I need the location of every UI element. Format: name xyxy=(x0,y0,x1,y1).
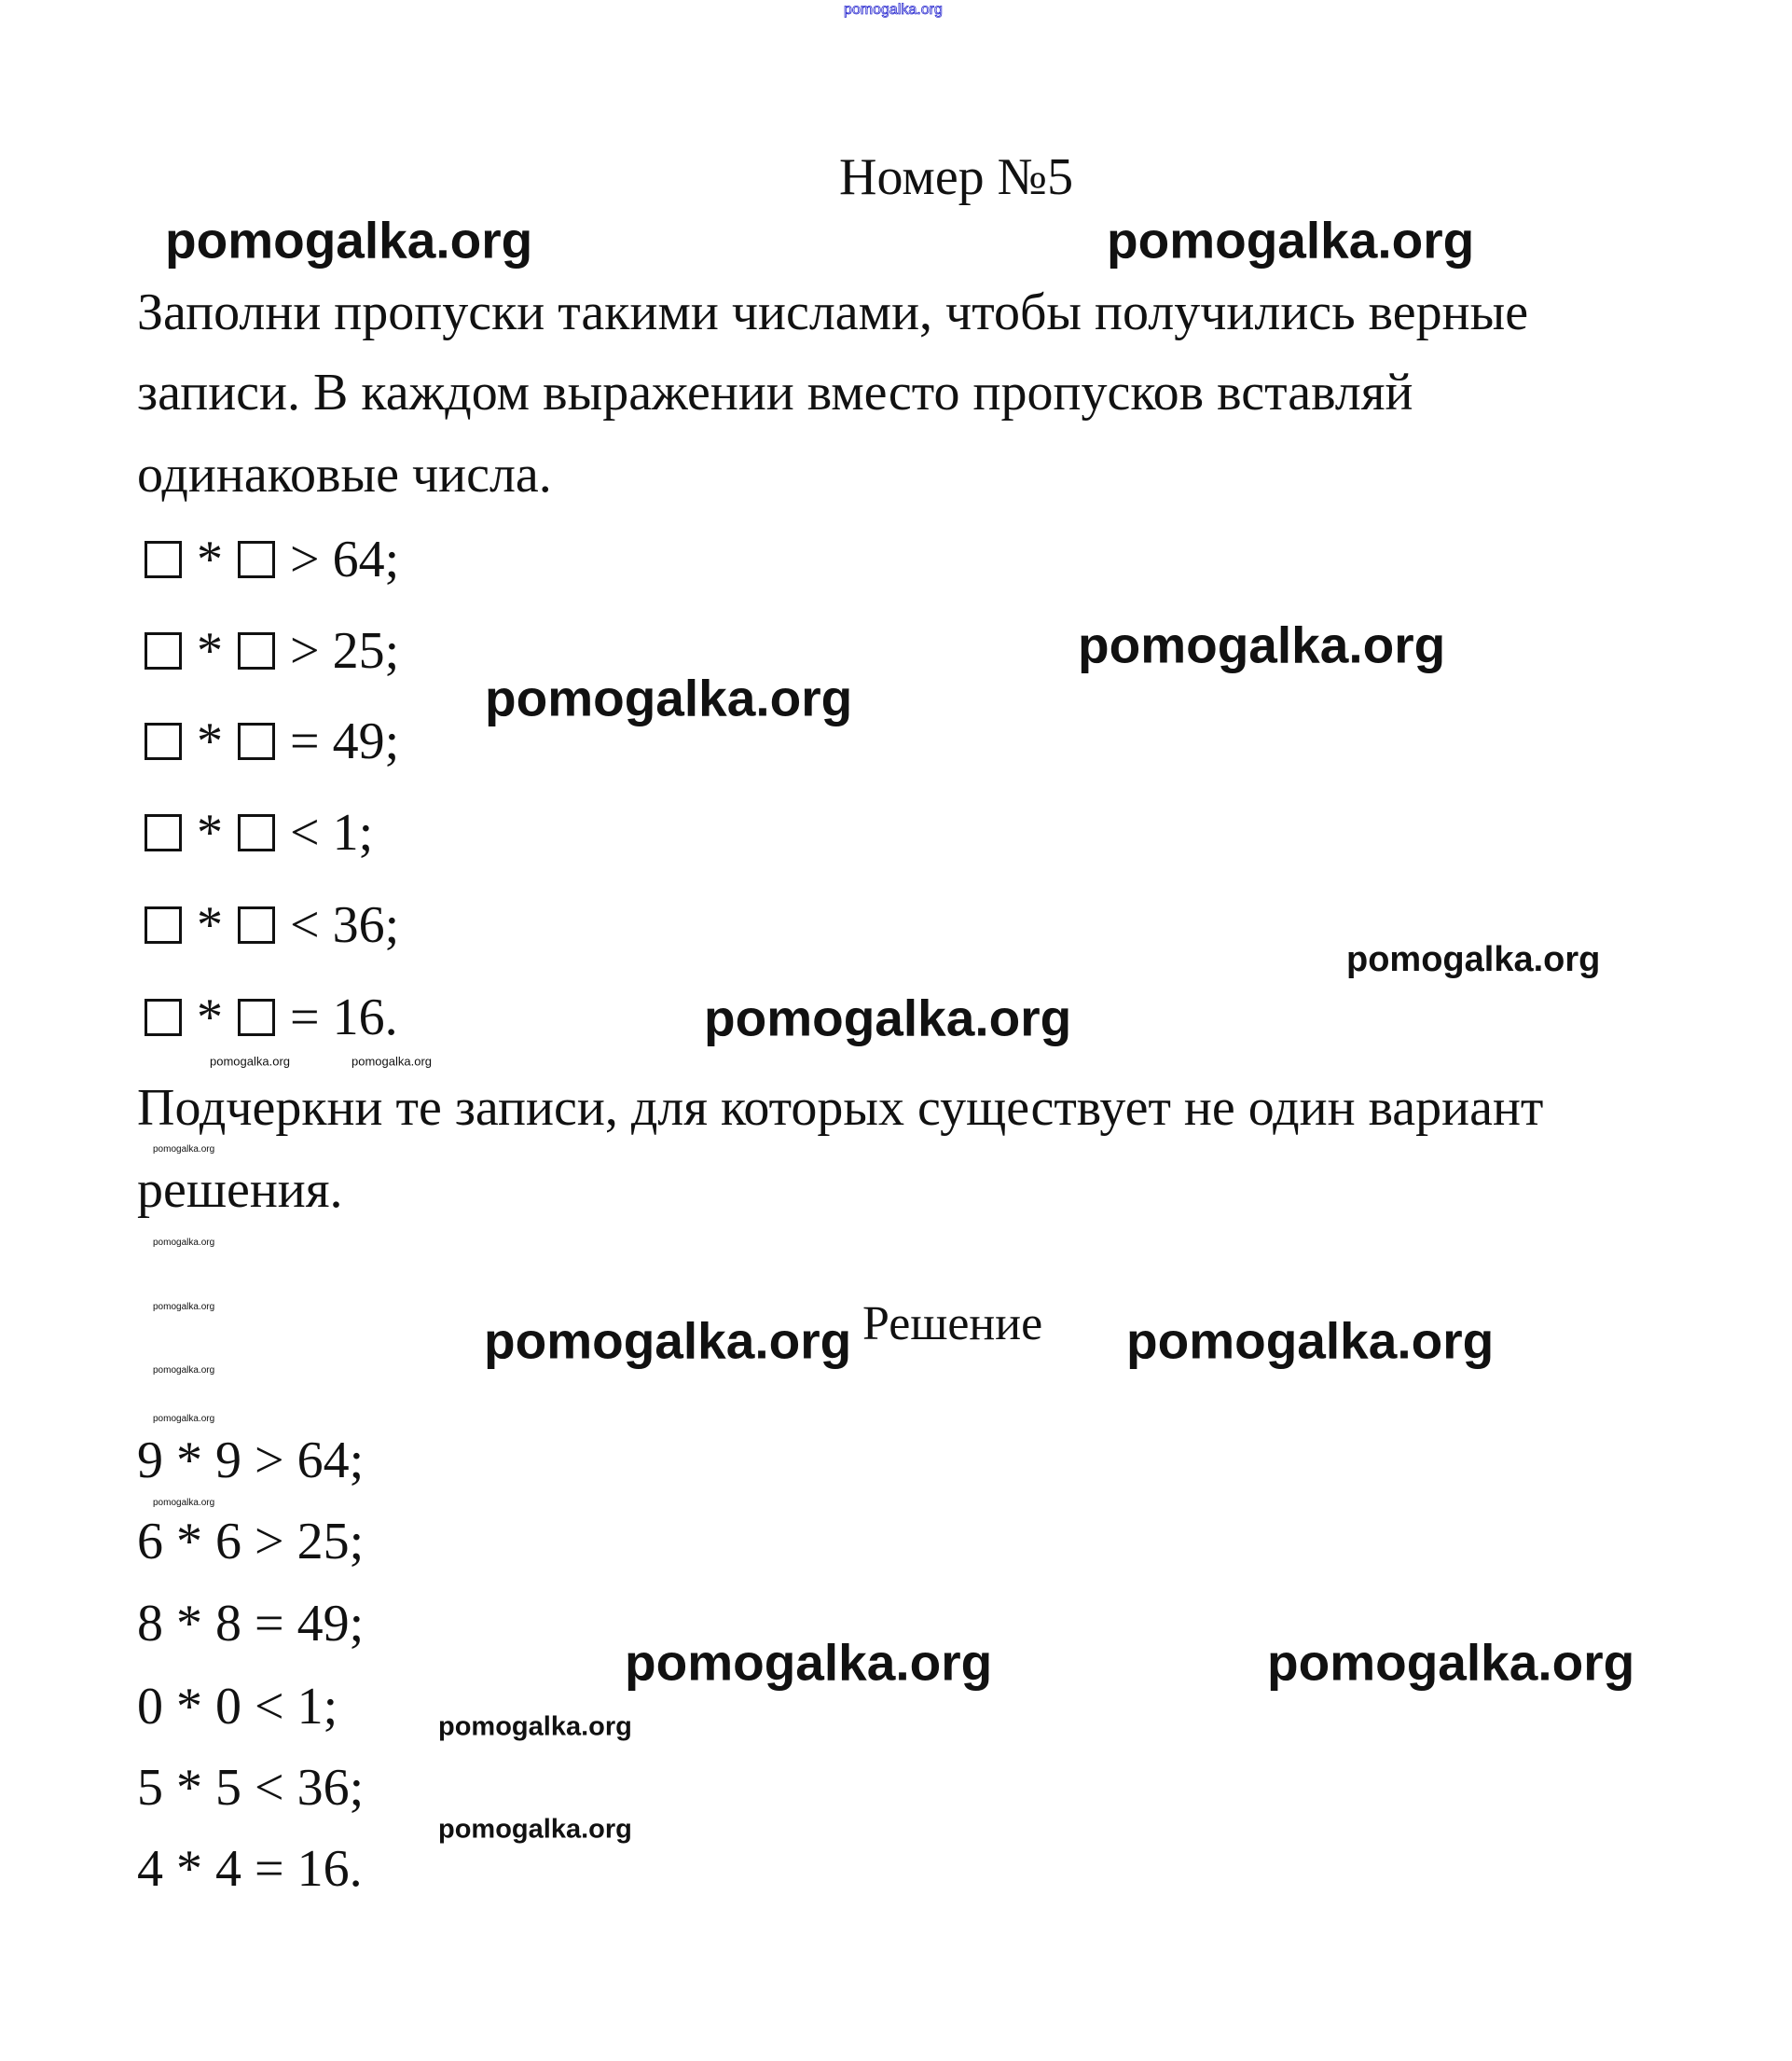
operator: * xyxy=(197,531,223,588)
answer: 8 * 8 = 49; xyxy=(137,1595,365,1653)
blank-box xyxy=(145,906,182,944)
operator: * xyxy=(197,622,223,680)
watermark: pomogalka.org xyxy=(1078,616,1446,674)
blank-box xyxy=(238,632,275,670)
watermark: pomogalka.org xyxy=(153,1498,215,1508)
expression-rhs: < 1; xyxy=(290,804,374,862)
operator: * xyxy=(197,712,223,770)
page-title: Номер №5 xyxy=(839,148,1074,206)
watermark: pomogalka.org xyxy=(352,1054,432,1069)
expression xyxy=(145,804,374,862)
answer: 4 * 4 = 16. xyxy=(137,1840,363,1898)
blank-box xyxy=(238,999,275,1036)
watermark: pomogalka.org xyxy=(438,1814,632,1845)
watermark: pomogalka.org xyxy=(153,1238,215,1248)
watermark: pomogalka.org xyxy=(153,1365,215,1376)
expression-rhs: > 64; xyxy=(290,531,400,588)
blank-box xyxy=(238,723,275,760)
watermark: pomogalka.org xyxy=(484,1311,852,1370)
operator: * xyxy=(197,896,223,954)
watermark: pomogalka.org xyxy=(485,669,853,727)
expression-rhs: < 36; xyxy=(290,896,400,954)
expression xyxy=(145,712,400,770)
expression-rhs: = 49; xyxy=(290,712,400,770)
watermark: pomogalka.org xyxy=(1346,940,1601,979)
watermark: pomogalka.org xyxy=(153,1414,215,1424)
watermark: pomogalka.org xyxy=(153,1144,215,1155)
answer: 0 * 0 < 1; xyxy=(137,1678,338,1736)
answer: 9 * 9 > 64; xyxy=(137,1432,365,1489)
watermark: pomogalka.org xyxy=(165,211,533,270)
blank-box xyxy=(145,632,182,670)
expression-rhs: = 16. xyxy=(290,989,398,1046)
blank-box xyxy=(145,541,182,578)
watermark: pomogalka.org xyxy=(1267,1633,1635,1692)
task-line: Заполни пропуски такими числами, чтобы получились верные xyxy=(137,284,1529,341)
watermark: pomogalka.org xyxy=(438,1711,632,1742)
watermark: pomogalka.org xyxy=(1126,1311,1495,1370)
blank-box xyxy=(145,723,182,760)
watermark: pomogalka.org xyxy=(210,1054,290,1069)
answer: 5 * 5 < 36; xyxy=(137,1759,365,1817)
watermark: pomogalka.org xyxy=(704,989,1072,1047)
watermark: pomogalka.org xyxy=(153,1302,215,1312)
blank-box xyxy=(238,814,275,851)
expression xyxy=(145,533,399,586)
header-watermark: pomogalka.org xyxy=(844,2,943,18)
task-line: записи. В каждом выражении вместо пропусков вставляй xyxy=(137,364,1413,422)
expression-rhs: > 25; xyxy=(290,622,400,680)
expression xyxy=(145,991,398,1044)
solution-heading: Решение xyxy=(862,1297,1043,1350)
answer: 6 * 6 > 25; xyxy=(137,1513,365,1570)
watermark: pomogalka.org xyxy=(1107,211,1475,270)
instruction-line: решения. xyxy=(137,1161,343,1219)
blank-box xyxy=(238,906,275,944)
operator: * xyxy=(197,989,223,1046)
blank-box xyxy=(145,814,182,851)
watermark: pomogalka.org xyxy=(625,1633,993,1692)
task-line: одинаковые числа. xyxy=(137,446,552,504)
operator: * xyxy=(197,804,223,862)
blank-box xyxy=(238,541,275,578)
blank-box xyxy=(145,999,182,1036)
expression xyxy=(145,896,400,954)
expression xyxy=(145,622,400,680)
instruction-line: Подчеркни те записи, для которых существует не один вариант xyxy=(137,1079,1544,1137)
